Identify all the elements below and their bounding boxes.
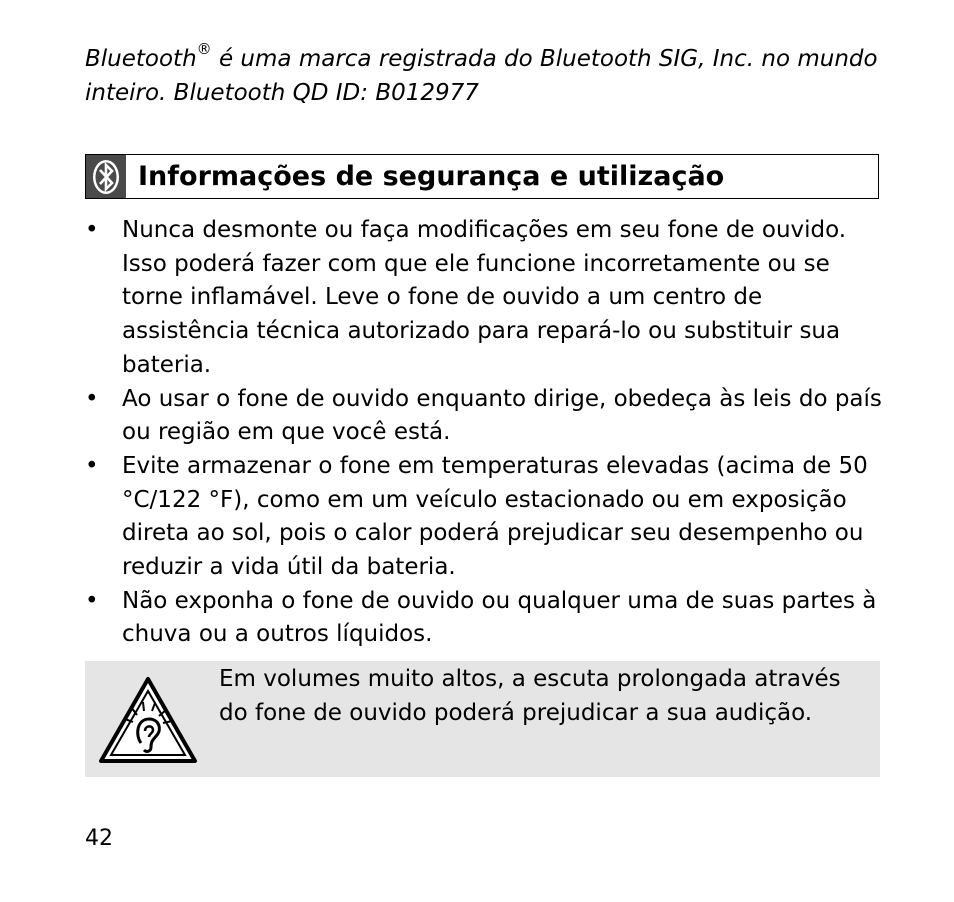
bullet-text: Não exponha o fone de ouvido ou qualquer uma de suas partes à chuva ou a outros líquidos. bbox=[122, 587, 877, 648]
hearing-warning-text: Em volumes muito altos, a escuta prolongada através do fone de ouvido poderá prejudicar a sua audição. bbox=[219, 666, 841, 726]
bullet-dot: • bbox=[85, 452, 99, 479]
list-item bbox=[85, 383, 885, 450]
bullet-dot: • bbox=[85, 587, 99, 614]
section-title: Informações de segurança e utilização bbox=[138, 161, 725, 192]
bullet-text: Evite armazenar o fone em temperaturas elevadas (acima de 50 °C/122 °F), como em um veículo estacionado ou em exposição direta ao sol, pois o calor poderá prejudicar seu desempenho ou reduzir a vida útil da bateria. bbox=[122, 452, 868, 581]
trademark-brand: Bluetooth bbox=[85, 46, 197, 72]
safety-bullet-list bbox=[85, 214, 885, 652]
list-item bbox=[85, 585, 885, 652]
registered-mark: ® bbox=[196, 40, 212, 59]
bullet-text: Ao usar o fone de ouvido enquanto dirige, obedeça às leis do país ou região em que você está. bbox=[122, 385, 882, 446]
list-item bbox=[85, 450, 885, 585]
bullet-dot: • bbox=[85, 385, 99, 412]
bullet-text: Nunca desmonte ou faça modificações em seu fone de ouvido. Isso poderá fazer com que ele funcione incorretamente ou se torne inflamável. Leve o fone de ouvido a um centro de assistência técnica autorizado para repará-lo ou substituir sua bateria. bbox=[122, 217, 847, 378]
hearing-warning-icon bbox=[97, 675, 199, 769]
bluetooth-icon bbox=[86, 155, 126, 198]
trademark-text: é uma marca registrada do Bluetooth SIG, Inc. no mundo inteiro. Bluetooth QD ID: B012977 bbox=[85, 46, 878, 106]
list-item bbox=[85, 214, 885, 383]
page-number: 42 bbox=[85, 826, 113, 851]
hearing-warning-box bbox=[85, 661, 880, 777]
bullet-dot: • bbox=[85, 217, 99, 243]
section-header bbox=[85, 154, 879, 199]
trademark-notice bbox=[85, 42, 885, 110]
